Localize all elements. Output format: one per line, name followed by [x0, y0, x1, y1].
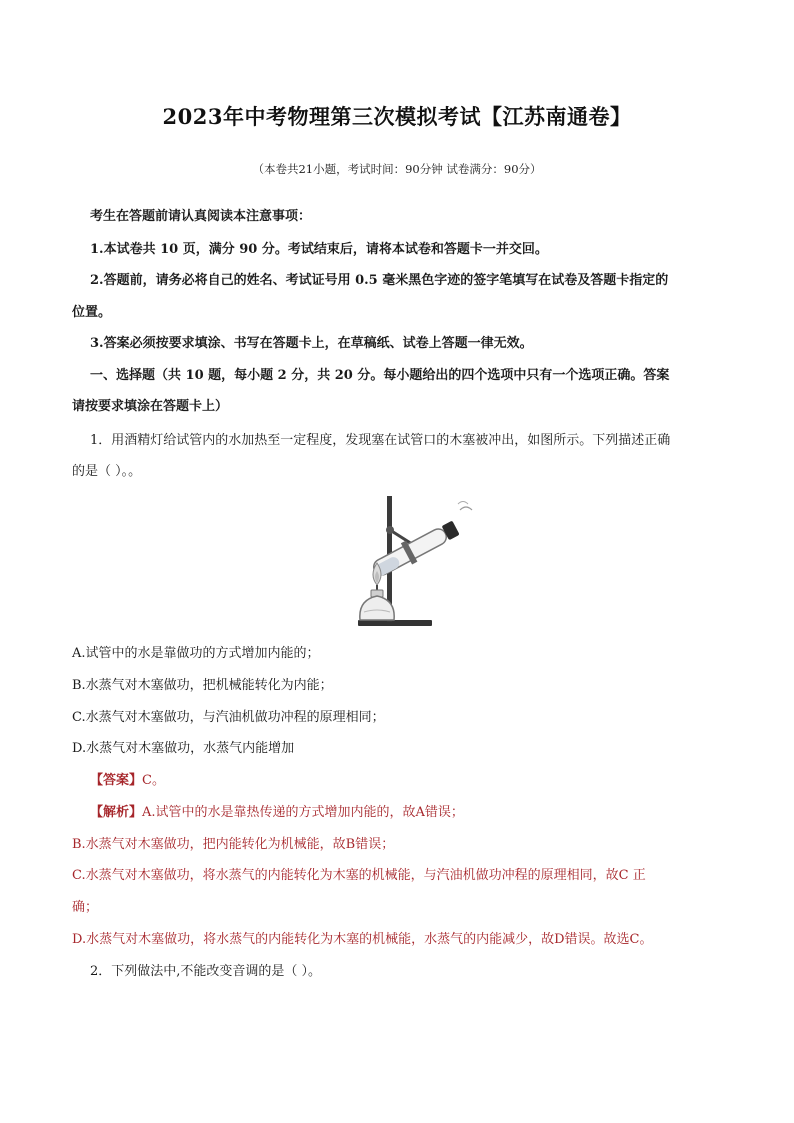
test-tube-heating-figure — [340, 490, 475, 630]
question-1-analysis-a — [90, 804, 742, 822]
notice-item-2-line-1: 2.答题前，请务必将自己的姓名、考试证号用 0.5 毫米黑色字迹的签字笔填写在试卷及答题卡指定的 — [90, 273, 669, 288]
notice-item-2-line-2: 位置。 — [72, 305, 112, 320]
question-1-analysis-c-line-2: 确； — [72, 900, 99, 915]
question-1-stem-line-1: 1．用酒精灯给试管内的水加热至一定程度，发现塞在试管口的木塞被冲出，如图所示。下列描述正确 — [90, 433, 671, 448]
question-1-analysis-c-line-1: C.水蒸气对木塞做功，将水蒸气的内能转化为木塞的机械能，与汽油机做功冲程的原理相同，故C 正 — [72, 868, 646, 883]
question-1-answer — [90, 772, 742, 790]
question-1-option-c: C.水蒸气对木塞做功，与汽油机做功冲程的原理相同； — [72, 710, 385, 725]
notice-heading: 考生在答题前请认真阅读本注意事项： — [90, 209, 312, 224]
section-heading-line-1: 一、选择题（共 10 题，每小题 2 分，共 20 分。每小题给出的四个选项中只有一个选项正确。答案 — [90, 368, 670, 383]
answer-value: C。 — [142, 773, 165, 788]
question-1-option-a: A.试管中的水是靠做功的方式增加内能的； — [72, 646, 320, 661]
question-1-analysis-d: D.水蒸气对木塞做功，将水蒸气的内能转化为木塞的机械能，水蒸气的内能减少，故D错误。故选C。 — [72, 932, 653, 947]
test-tube-heating-apparatus-icon — [340, 490, 475, 630]
question-1-option-b: B.水蒸气对木塞做功，把机械能转化为内能； — [72, 678, 333, 693]
question-2-stem: 2．下列做法中,不能改变音调的是（ ）。 — [90, 964, 322, 979]
section-heading-line-2: 请按要求填涂在答题卡上） — [72, 399, 229, 414]
analysis-label: 【解析】 — [90, 805, 143, 820]
notice-item-3: 3.答案必须按要求填涂、书写在答题卡上，在草稿纸、试卷上答题一律无效。 — [90, 336, 533, 351]
question-1-analysis-b: B.水蒸气对木塞做功，把内能转化为机械能，故B错误； — [72, 837, 395, 852]
page-title: 2023年中考物理第三次模拟考试【江苏南通卷】 — [162, 104, 632, 129]
notice-item-1: 1.本试卷共 10 页，满分 90 分。考试结束后，请将本试卷和答题卡一并交回。 — [90, 242, 548, 257]
question-1-stem-line-2: 的是（ ）。。 — [72, 464, 142, 479]
analysis-a-text: A.试管中的水是靠热传递的方式增加内能的，故A错误； — [142, 805, 464, 820]
exam-info-subtitle: （本卷共21小题，考试时间：90分钟 试卷满分：90分） — [252, 162, 542, 176]
answer-label: 【答案】 — [90, 773, 143, 788]
question-1-option-d: D.水蒸气对木塞做功，水蒸气内能增加 — [72, 741, 295, 756]
